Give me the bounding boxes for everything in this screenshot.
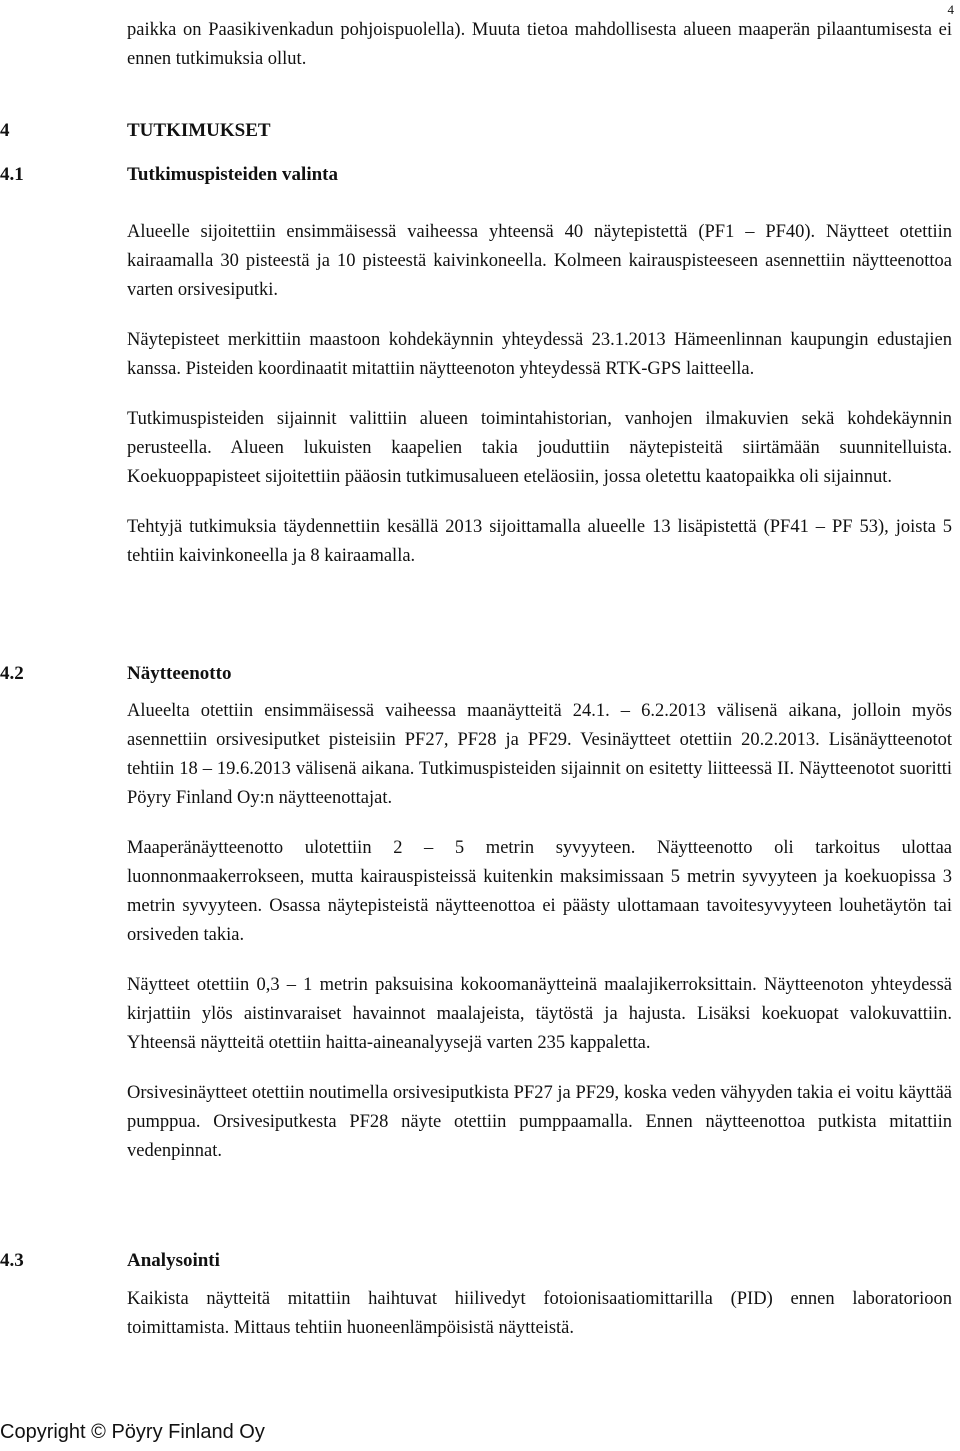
paragraph: Tutkimuspisteiden sijainnit valittiin alueen toimintahistorian, vanhojen ilmakuvien sekä kohdekäynnin perusteella. Alueen lukuisten kaapelien takia jouduttiin näytepisteitä siirtämään suunnitelluista. Koekuoppapisteet sijoitettiin pääosin tutkimusalueen eteläosiin, jossa oletettu kaatopaikka oli sijainnut. <box>127 409 952 487</box>
section-number: 4.2 <box>0 663 24 684</box>
page-number: 4 <box>947 2 954 17</box>
paragraph: Alueelle sijoitettiin ensimmäisessä vaiheessa yhteensä 40 näytepistettä (PF1 – PF40). Näytteet otettiin kairaamalla 30 pisteestä ja 10 pisteestä kaivinkoneella. Kolmeen kairauspisteeseen asennettiin näytteenottoa varten orsivesiputki. <box>127 222 952 300</box>
section-title: TUTKIMUKSET <box>127 120 271 141</box>
intro-paragraph: paikka on Paasikivenkadun pohjoispuolella). Muuta tietoa mahdollisesta alueen maaperän pilaantumisesta ei ennen tutkimuksia ollut. <box>127 20 952 69</box>
section-title: Analysointi <box>127 1250 220 1271</box>
section-4-3-body <box>127 1285 952 1343</box>
section-4-2-body <box>127 697 952 1166</box>
paragraph: Näytepisteet merkittiin maastoon kohdekäynnin yhteydessä 23.1.2013 Hämeenlinnan kaupungin edustajien kanssa. Pisteiden koordinaatit mitattiin näytteenoton yhteydessä RTK-GPS laitteella. <box>127 330 952 379</box>
paragraph: Tehtyjä tutkimuksia täydennettiin kesällä 2013 sijoittamalla alueelle 13 lisäpistettä (PF41 – PF 53), joista 5 tehtiin kaivinkoneella ja 8 kairaamalla. <box>127 517 952 566</box>
section-4-1-body <box>127 218 952 571</box>
section-number: 4.3 <box>0 1250 24 1271</box>
paragraph: Kaikista näytteitä mitattiin haihtuvat hiilivedyt fotoionisaatiomittarilla (PID) ennen laboratorioon toimittamista. Mittaus tehtiin huoneenlämpöisistä näytteistä. <box>127 1289 952 1338</box>
section-title: Näytteenotto <box>127 663 232 684</box>
paragraph: Näytteet otettiin 0,3 – 1 metrin paksuisina kokoomanäytteinä maalajikerroksittain. Näytteenoton yhteydessä kirjattiin ylös aistinvaraiset havainnot maalajeista, täytöstä ja hajusta. Lisäksi koekuopat valokuvattiin. Yhteensä näytteitä otettiin haitta-aineanalyysejä varten 235 kappaletta. <box>127 975 952 1053</box>
paragraph: Orsivesinäytteet otettiin noutimella orsivesiputkista PF27 ja PF29, koska veden vähyyden takia ei voitu käyttää pumppua. Orsivesiputkesta PF28 näyte otettiin pumppaamalla. Ennen näytteenottoa putkista mitattiin vedenpinnat. <box>127 1083 952 1161</box>
paragraph: Alueelta otettiin ensimmäisessä vaiheessa maanäytteitä 24.1. – 6.2.2013 välisenä aikana, jolloin myös asennettiin orsivesiputket pisteisiin PF27, PF28 ja PF29. Vesinäytteet otettiin 20.2.2013. Lisänäytteenotot tehtiin 18 – 19.6.2013 välisenä aikana. Tutkimuspisteiden sijainnit on esitetty liitteessä II. Näytteenotot suoritti Pöyry Finland Oy:n näytteenottajat. <box>127 701 952 808</box>
intro-block <box>127 16 952 74</box>
section-title: Tutkimuspisteiden valinta <box>127 164 339 185</box>
section-number: 4 <box>0 120 10 141</box>
footer-copyright: Copyright © Pöyry Finland Oy <box>0 1421 265 1443</box>
section-number: 4.1 <box>0 164 24 185</box>
paragraph: Maaperänäytteenotto ulotettiin 2 – 5 metrin syvyyteen. Näytteenotto oli tarkoitus ulottaa luonnonmaakerrokseen, mutta kairauspisteissä kuitenkin maksimissaan 5 metrin syvyyteen ja koekuopissa 3 metrin syvyyteen. Osassa näytepisteistä näytteenottoa ei päästy ulottamaan tavoitesyvyyteen louhetäytön tai orsiveden takia. <box>127 838 952 945</box>
